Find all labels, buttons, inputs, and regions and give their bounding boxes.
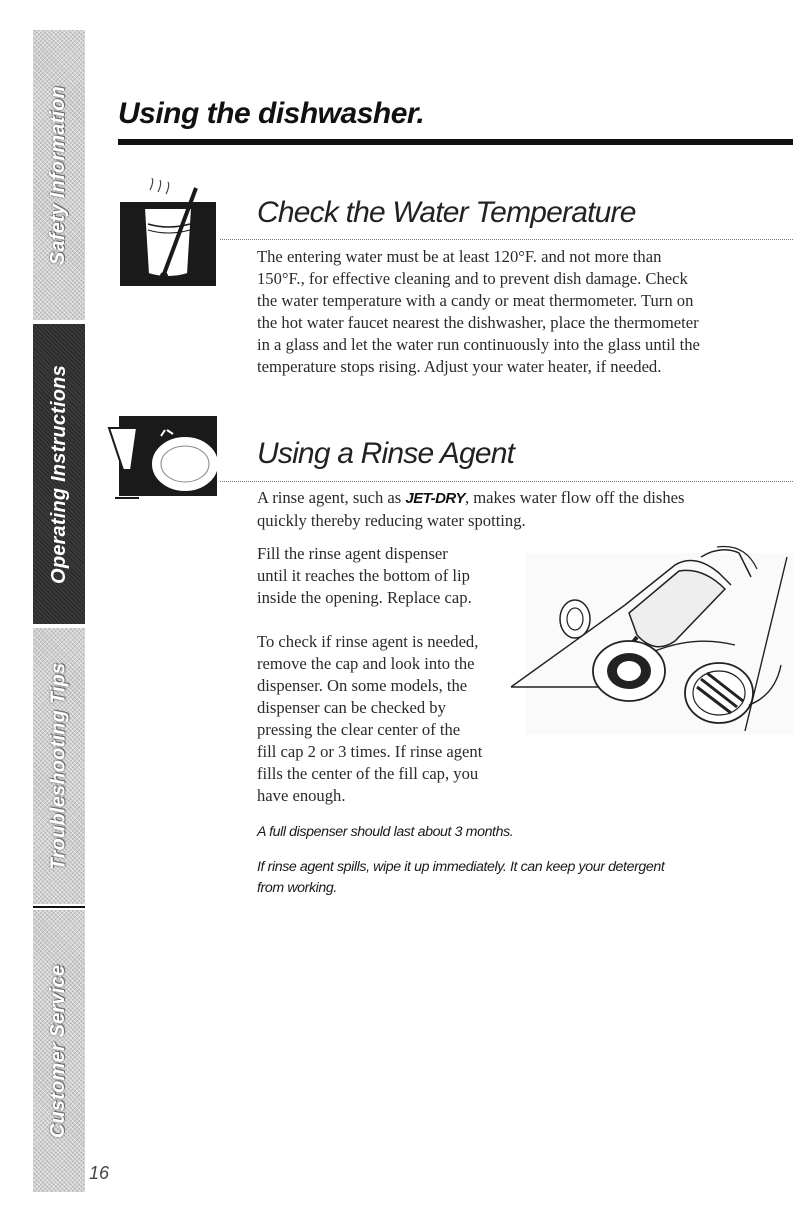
- tab-label: Operating Instructions: [47, 364, 70, 584]
- text-line: until it reaches the bottom of lip: [257, 566, 470, 585]
- text-line: in a glass and let the water run continuously into the glass until the: [257, 335, 700, 354]
- rinse-intro-paragraph: [257, 487, 684, 532]
- text-line: quickly thereby reducing water spotting.: [257, 511, 526, 530]
- text-line: remove the cap and look into the: [257, 654, 475, 673]
- section-heading-rinse-agent: Using a Rinse Agent: [257, 437, 515, 470]
- tab-label: Customer Service: [47, 964, 70, 1138]
- page-title: Using the dishwasher.: [118, 97, 425, 130]
- section-heading-water-temperature: Check the Water Temperature: [257, 196, 636, 229]
- page-number: 16: [89, 1163, 110, 1183]
- water-temp-paragraph: [257, 246, 700, 378]
- dispenser-duration-note: A full dispenser should last about 3 months.: [257, 824, 514, 840]
- tab-customer-service[interactable]: [33, 910, 85, 1192]
- tab-label: Safety Information: [47, 85, 70, 265]
- text-line: pressing the clear center of the: [257, 720, 461, 739]
- text-fragment: A rinse agent, such as: [257, 488, 406, 507]
- tab-safety-information[interactable]: [33, 30, 85, 320]
- text-line: from working.: [257, 880, 337, 896]
- spill-warning-note: [257, 857, 664, 899]
- tab-label: Troubleshooting Tips: [47, 662, 70, 870]
- text-line: Fill the rinse agent dispenser: [257, 544, 448, 563]
- thermometer-glass-illustration: [120, 178, 216, 286]
- section-divider: [220, 481, 793, 483]
- text-line: the hot water faucet nearest the dishwasher, place the thermometer: [257, 313, 699, 332]
- text-line: dispenser. On some models, the: [257, 676, 468, 695]
- rinse-dispenser-illustration: [505, 545, 793, 735]
- tab-divider: [33, 906, 85, 908]
- text-line: temperature stops rising. Adjust your water heater, if needed.: [257, 357, 662, 376]
- tab-operating-instructions[interactable]: [33, 324, 85, 624]
- text-line: fill cap 2 or 3 times. If rinse agent: [257, 742, 483, 761]
- text-line: To check if rinse agent is needed,: [257, 632, 479, 651]
- brand-name: JET-DRY: [405, 490, 465, 507]
- fill-instructions-paragraph: [257, 543, 472, 609]
- text-line: If rinse agent spills, wipe it up immediately. It can keep your detergent: [257, 859, 665, 875]
- text-line: have enough.: [257, 786, 346, 805]
- check-instructions-paragraph: [257, 631, 482, 807]
- text-line: The entering water must be at least 120°F. and not more than: [257, 247, 662, 266]
- section-divider: [220, 239, 793, 241]
- text-line: dispenser can be checked by: [257, 698, 446, 717]
- text-line: inside the opening. Replace cap.: [257, 588, 472, 607]
- text-fragment: , makes water flow off the dishes: [464, 488, 685, 507]
- text-line: fills the center of the fill cap, you: [257, 764, 479, 783]
- tab-troubleshooting-tips[interactable]: [33, 628, 85, 904]
- text-line: 150°F., for effective cleaning and to prevent dish damage. Check: [257, 269, 688, 288]
- title-rule: [118, 139, 793, 145]
- side-tab-navigation: [33, 30, 85, 1192]
- rinse-glass-illustration: [107, 414, 217, 514]
- text-line: the water temperature with a candy or meat thermometer. Turn on: [257, 291, 694, 310]
- text-line: [257, 487, 684, 510]
